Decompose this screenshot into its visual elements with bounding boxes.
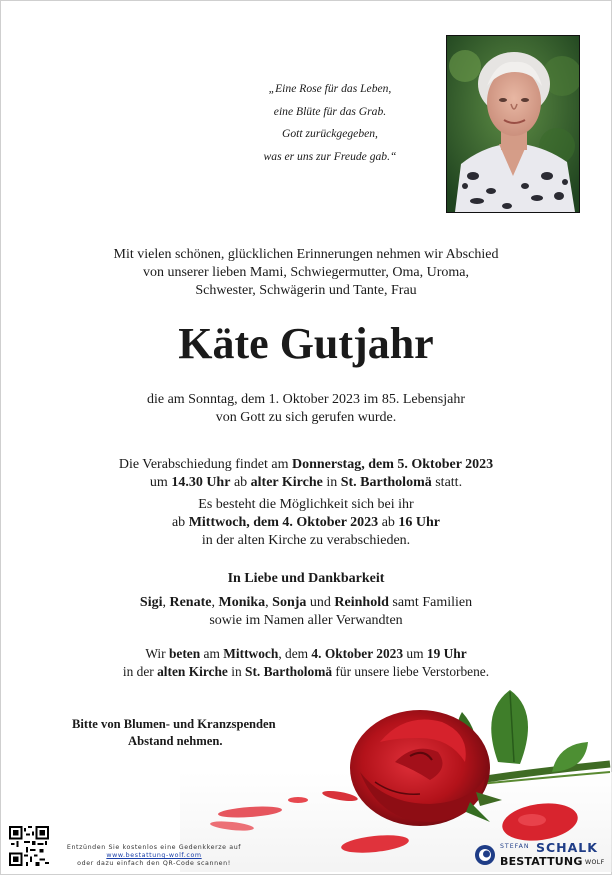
- poem-line: eine Blüte für das Grab.: [273, 104, 387, 118]
- mourners-heading: In Liebe und Dankbarkeit: [227, 571, 385, 586]
- footer-note: [54, 844, 254, 868]
- mourners-names: Sigi, Renate, Monika, Sonja und Reinhold samt Familien: [139, 595, 473, 610]
- qr-code[interactable]: [9, 826, 49, 866]
- intro-line: Mit vielen schönen, glücklichen Erinnerungen nehmen wir Abschied: [113, 247, 499, 262]
- poem-line: Gott zurückgegeben,: [282, 127, 378, 140]
- prayer-line-2: in der alten Kirche in St. Bartholomä für unsere liebe Verstorbene.: [122, 664, 490, 679]
- footer-line: oder dazu einfach den QR-Code scannen!: [77, 860, 231, 867]
- poem-line: „Eine Rose für das Leben,: [268, 82, 392, 95]
- poem-line: was er uns zur Freude gab.“: [263, 149, 397, 163]
- intro-text: [60, 246, 552, 300]
- funeral-home-logo: [474, 838, 608, 870]
- farewell-line-3: Es besteht die Möglichkeit sich bei ihr: [198, 497, 414, 512]
- logo-bestattung: BESTATTUNG: [500, 855, 583, 868]
- logo-stefan: STEFAN: [500, 843, 530, 850]
- farewell-line-1: Die Verabschiedung findet am Donnerstag, dem 5. Oktober 2023: [118, 457, 494, 472]
- poem: [230, 78, 430, 168]
- farewell-details: [60, 456, 552, 550]
- footer-line: Entzünden Sie kostenlos eine Gedenkkerze auf: [66, 844, 242, 851]
- farewell-line-2: um 14.30 Uhr ab alter Kirche in St. Bartholomä statt.: [149, 475, 463, 490]
- request-line: Bitte von Blumen- und Kranzspenden: [72, 717, 276, 731]
- logo-wolf: WOLF: [585, 859, 605, 866]
- deceased-name: Käte Gutjahr: [178, 319, 434, 368]
- death-line: die am Sonntag, dem 1. Oktober 2023 im 85. Lebensjahr: [146, 392, 466, 407]
- mourners: [60, 570, 552, 630]
- logo-schalk: SCHALK: [536, 840, 598, 855]
- intro-line: von unserer lieben Mami, Schwiegermutter, Oma, Uroma,: [142, 265, 469, 280]
- logo-mark-icon: [474, 844, 496, 866]
- farewell-line-4: ab Mittwoch, dem 4. Oktober 2023 ab 16 Uhr: [171, 515, 441, 530]
- request-line: Abstand nehmen.: [128, 734, 223, 748]
- farewell-line-5: in der alten Kirche zu verabschieden.: [201, 533, 411, 548]
- prayer-line-1: Wir beten am Mittwoch, dem 4. Oktober 2023 um 19 Uhr: [145, 646, 467, 661]
- portrait-photo: [446, 35, 580, 213]
- intro-line: Schwester, Schwägerin und Tante, Frau: [195, 283, 417, 298]
- mourners-relatives: sowie im Namen aller Verwandten: [209, 613, 403, 628]
- death-notice: [60, 391, 552, 427]
- website-link[interactable]: www.bestattung-wolf.com: [106, 852, 202, 859]
- death-line: von Gott zu sich gerufen wurde.: [215, 410, 397, 425]
